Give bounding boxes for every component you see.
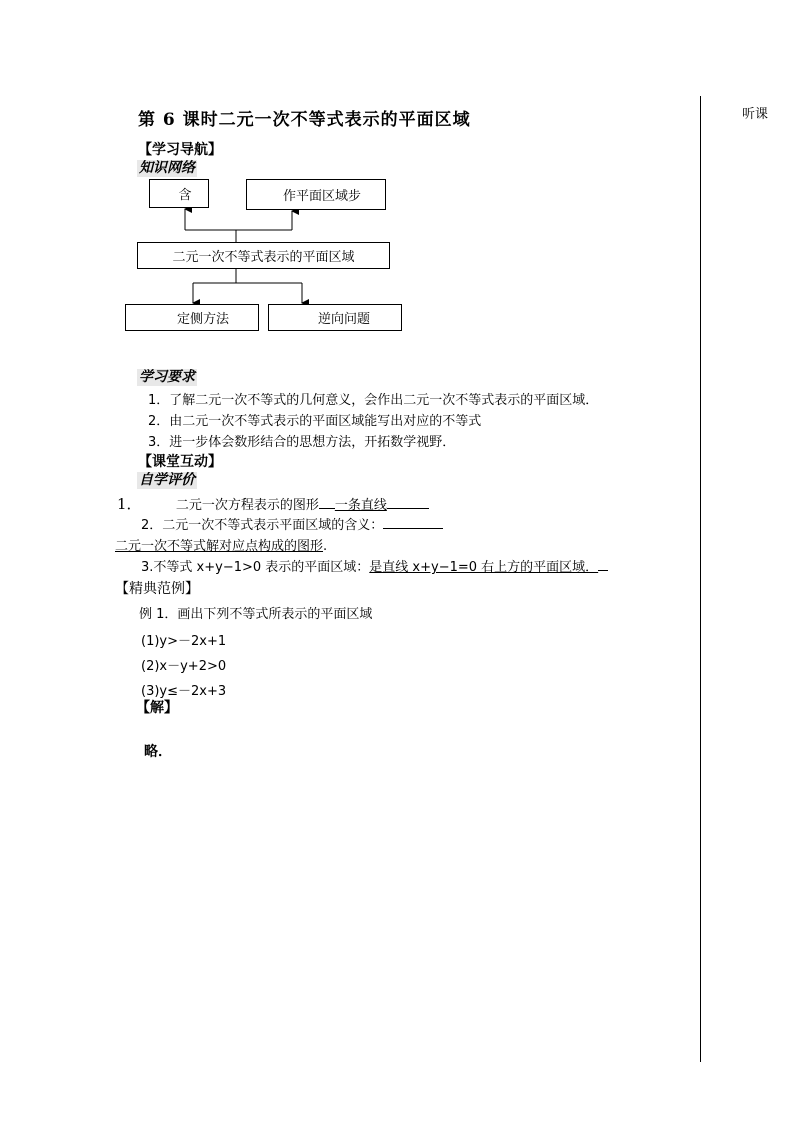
example-item-2: (2)x－y+2>0 bbox=[141, 659, 227, 674]
self-eval-q2-answer: 二元一次不等式解对应点构成的图形. bbox=[115, 539, 328, 554]
section-class-interaction: 【课堂互动】 bbox=[138, 454, 222, 470]
requirement-item-1: 1．了解二元一次不等式的几何意义，会作出二元一次不等式表示的平面区域． bbox=[148, 393, 599, 408]
page-title: 第 6 课时二元一次不等式表示的平面区域 bbox=[138, 110, 471, 130]
solution-label: 【解】 bbox=[136, 700, 178, 716]
q2-text: 2．二元一次不等式表示平面区域的含义： bbox=[141, 518, 384, 533]
requirement-item-2: 2．由二元一次不等式表示的平面区域能写出对应的不等式 bbox=[148, 414, 482, 429]
diagram-box-method: 定侧方法 bbox=[125, 304, 259, 331]
requirement-item-3: 3．进一步体会数形结合的思想方法，开拓数学视野． bbox=[148, 435, 456, 450]
section-self-evaluation: 自学评价 bbox=[139, 472, 195, 488]
section-classic-examples: 【精典范例】 bbox=[115, 581, 199, 597]
q1-answer: 一条直线 bbox=[334, 498, 387, 513]
self-eval-q1 bbox=[117, 493, 429, 514]
example-prompt: 例 1．画出下列不等式所表示的平面区域 bbox=[139, 607, 373, 622]
diagram-box-inverse: 逆向问题 bbox=[268, 304, 402, 331]
margin-label: 听课 bbox=[742, 107, 769, 122]
section-learning-guide: 【学习导航】 bbox=[138, 142, 222, 158]
solution-answer: 略． bbox=[144, 744, 172, 760]
diagram-box-steps: 作平面区域步 bbox=[246, 179, 386, 210]
q1-text: 二元一次方程表示的图形 bbox=[175, 498, 319, 513]
q3-answer: 是直线 x+y−1=0 右上方的平面区域． bbox=[369, 560, 599, 575]
self-eval-q2 bbox=[141, 514, 443, 533]
q2-answer: 二元一次不等式解对应点构成的图形 bbox=[115, 539, 324, 554]
example-item-3: (3)y≤－2x+3 bbox=[141, 684, 227, 699]
self-eval-q3 bbox=[141, 556, 608, 575]
example-item-1: (1)y>－2x+1 bbox=[141, 634, 227, 649]
diagram-box-meaning: 含 bbox=[149, 179, 209, 208]
q3-text: 3.不等式 x+y−1>0 表示的平面区域： bbox=[141, 560, 370, 575]
section-learning-requirements: 学习要求 bbox=[139, 369, 195, 385]
q1-number: 1． bbox=[117, 495, 142, 513]
diagram-box-center: 二元一次不等式表示的平面区域 bbox=[137, 242, 390, 269]
section-knowledge-network: 知识网络 bbox=[139, 160, 195, 176]
